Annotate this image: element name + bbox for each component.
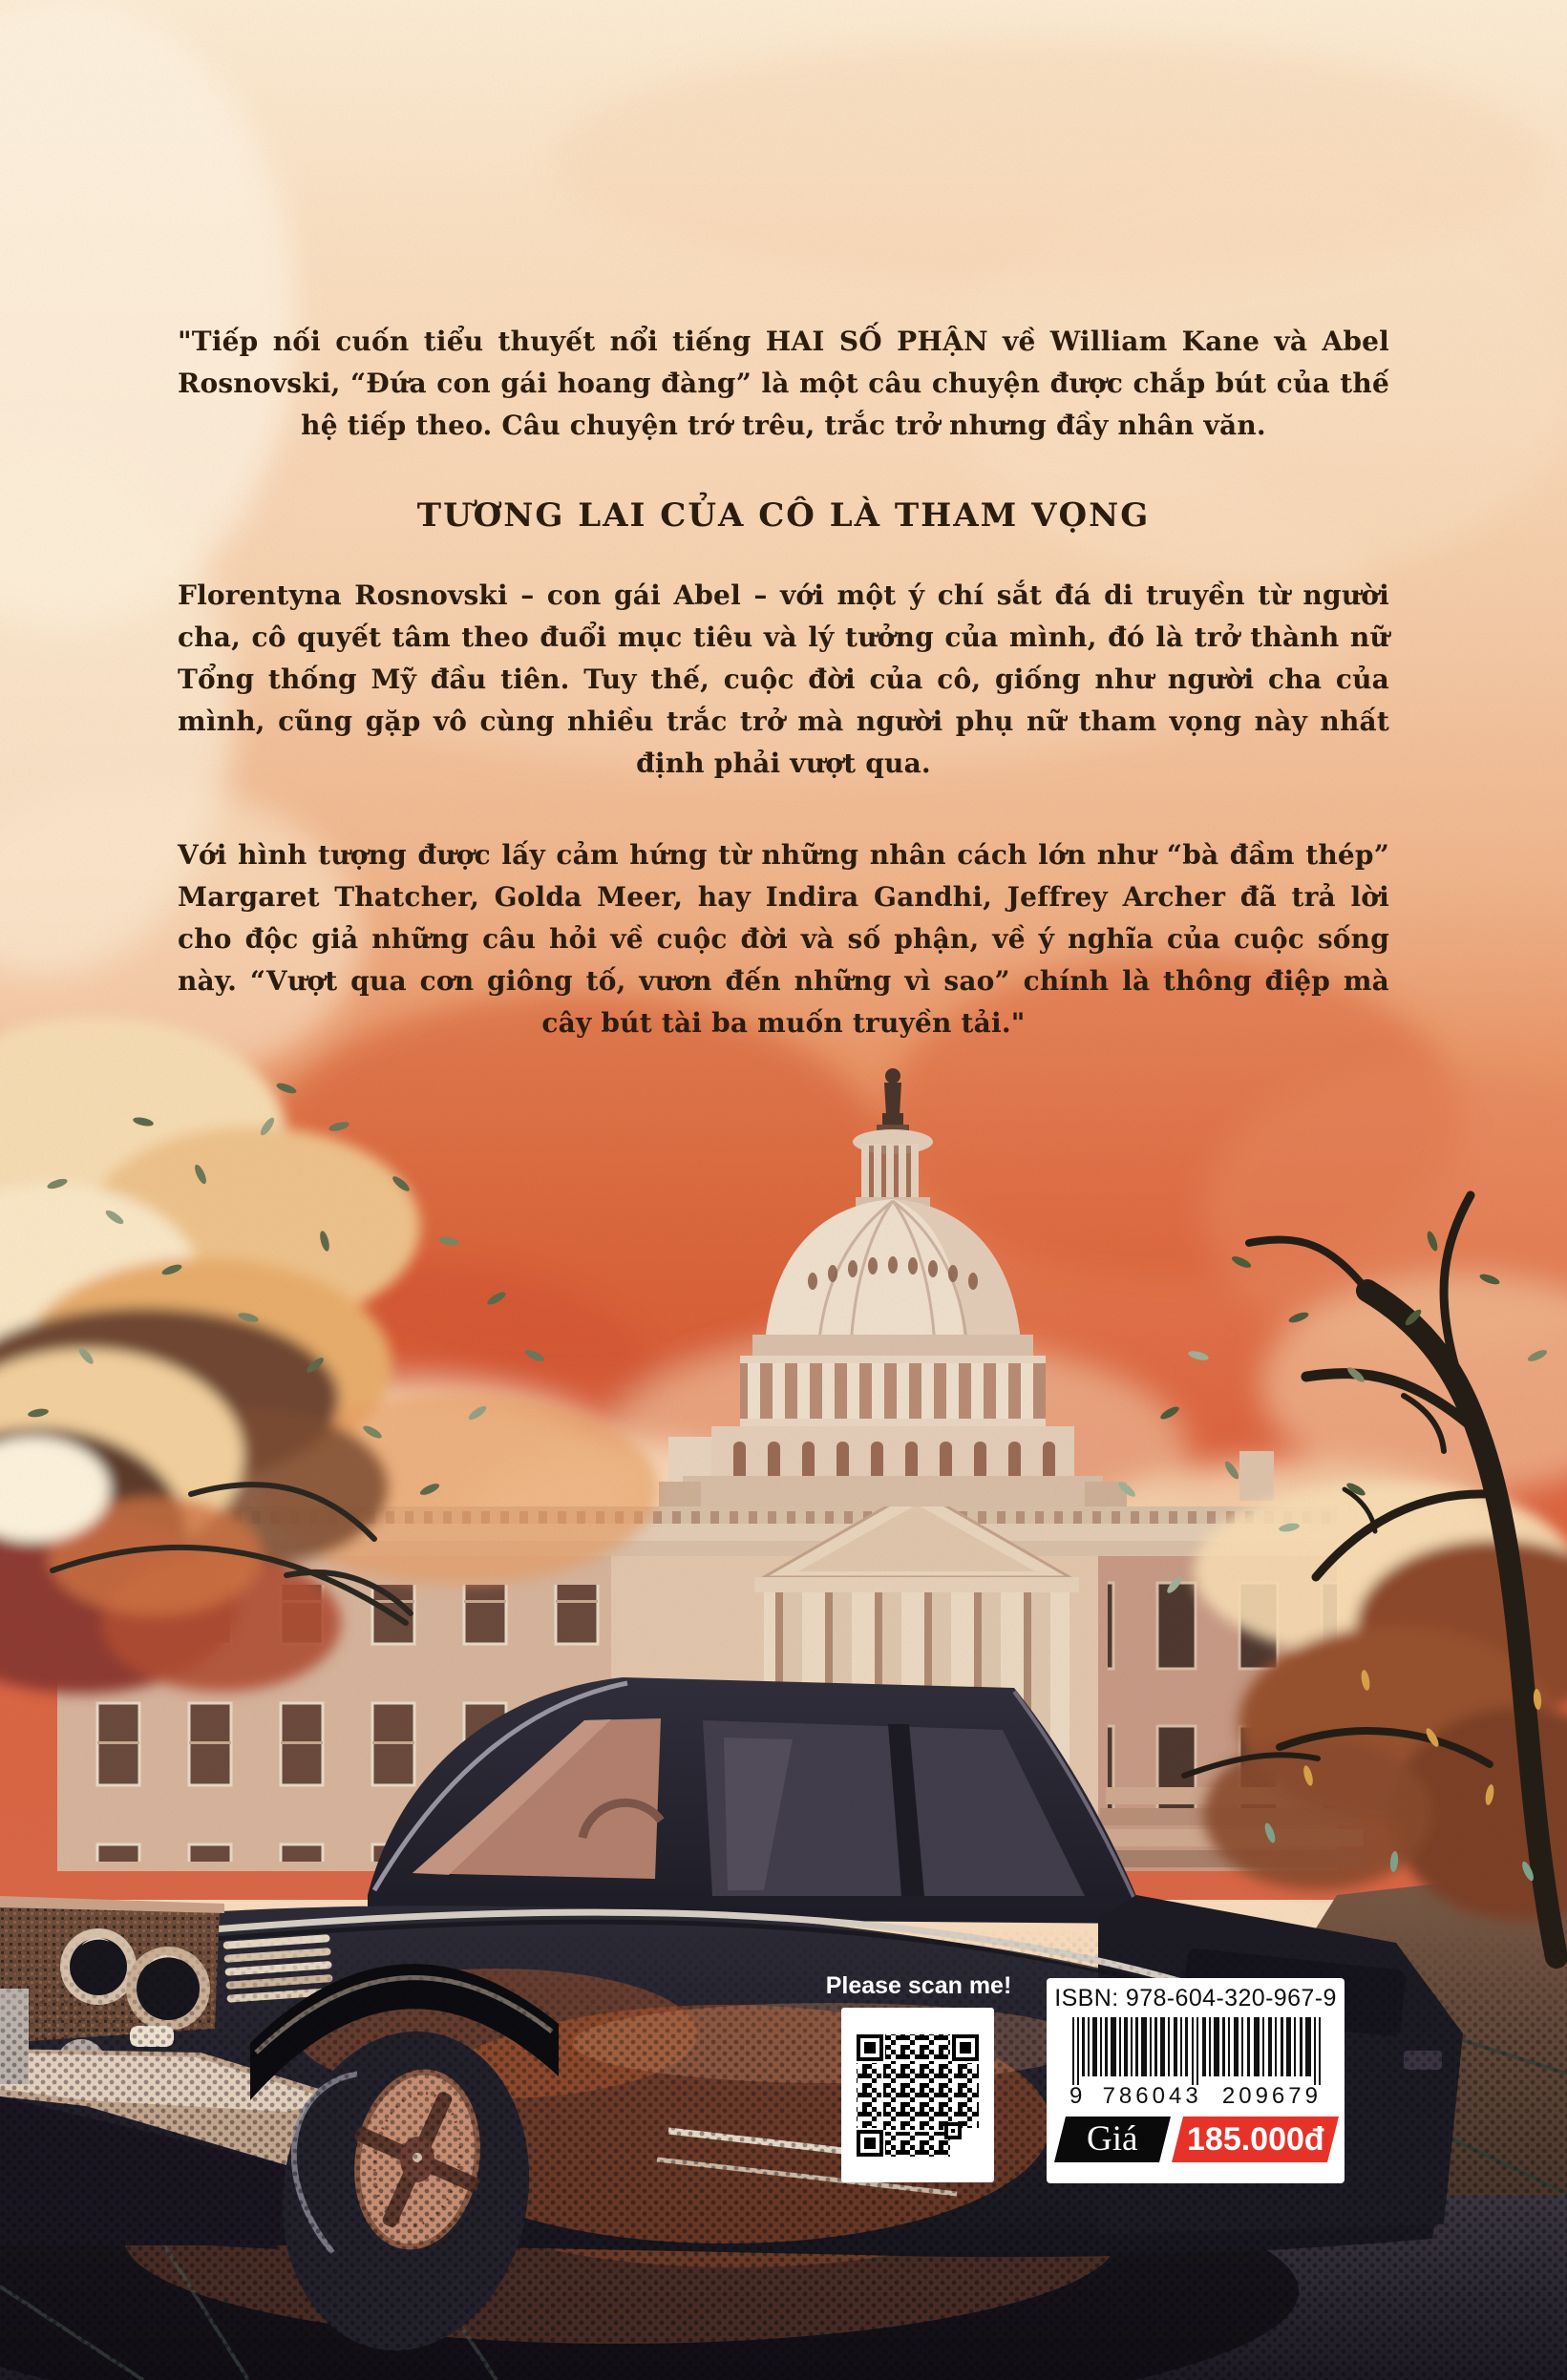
barcode-digit-left: 9 <box>1067 2085 1085 2108</box>
isbn-barcode <box>1067 2017 1324 2094</box>
price-value: 185.000đ <box>1186 2121 1324 2158</box>
barcode-digits-mid: 786043 <box>1100 2085 1205 2108</box>
qr-code <box>853 2031 983 2160</box>
price-badge <box>1052 2117 1339 2162</box>
isbn-panel <box>1047 1978 1345 2183</box>
quote-paragraph-3: Với hình tượng được lấy cảm hứng từ những nhân cách lớn như “bà đầm thép” Margaret Thatcher, Golda Meer, hay Indira Gandhi, Jeffrey Archer đã trả lời cho độc giả những câu hỏi về cuộc đời và số phận, về ý nghĩa của cuộc sống này. “Vượt qua cơn giông tố, vươn đến những vì sao” chính là thông điệp mà cây bút tài ba muốn truyền tải." <box>178 839 1389 1039</box>
price-label-segment <box>1054 2117 1171 2162</box>
quote-paragraph-1: "Tiếp nối cuốn tiểu thuyết nổi tiếng HAI SỐ PHẬN về William Kane và Abel Rosnovski, “Đứa con gái hoang đàng” là một câu chuyện được chắp bút của thế hệ tiếp theo. Câu chuyện trớ trêu, trắc trở nhưng đầy nhân văn. <box>178 326 1389 441</box>
scan-prompt-label: Please scan me! <box>825 1972 1012 1999</box>
barcode-digits-right: 209679 <box>1219 2085 1324 2108</box>
price-label: Giá <box>1087 2119 1138 2159</box>
price-value-segment <box>1172 2117 1339 2162</box>
barcode-digits <box>1067 2085 1324 2108</box>
qr-panel <box>841 2008 994 2182</box>
quote-paragraph-2: Florentyna Rosnovski – con gái Abel – với một ý chí sắt đá di truyền từ người cha, cô quyết tâm theo đuổi mục tiêu và lý tưởng của mình, đó là trở thành nữ Tổng thống Mỹ đầu tiên. Tuy thế, cuộc đời của cô, giống như người cha của mình, cũng gặp vô cùng nhiều trắc trở mà người phụ nữ tham vọng này nhất định phải vượt qua. <box>178 579 1389 779</box>
isbn-label: ISBN: 978-604-320-967-9 <box>1054 1985 1337 2011</box>
section-heading: TƯƠNG LAI CỦA CÔ LÀ THAM VỌNG <box>416 496 1151 535</box>
